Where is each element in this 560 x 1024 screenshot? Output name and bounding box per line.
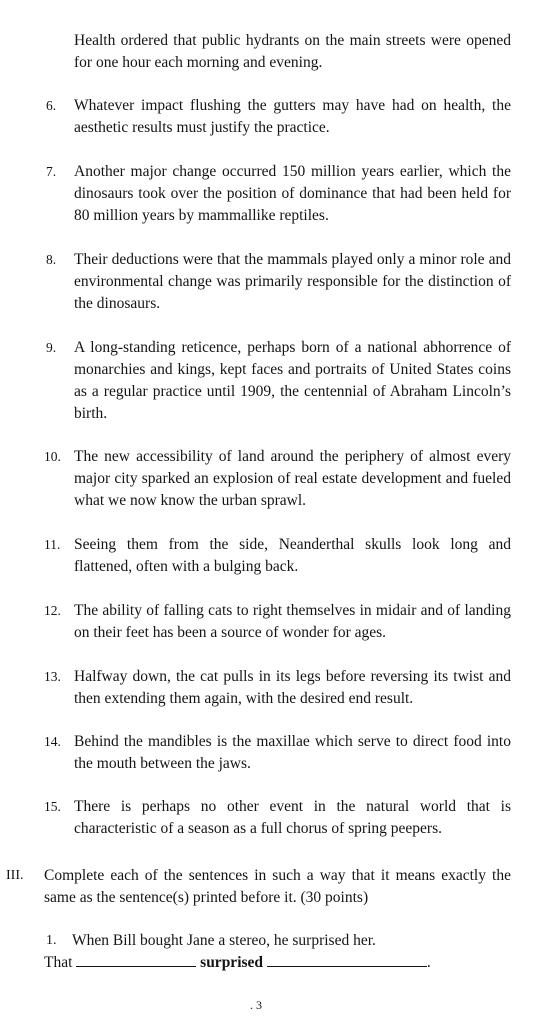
item-text: Behind the mandibles is the maxillae which serve to direct food into the mouth between the jaws. [74, 733, 511, 772]
item-number: 9. [46, 340, 57, 355]
item-number: 13. [44, 669, 61, 684]
item-number: 6. [46, 98, 57, 113]
answer-line [44, 952, 431, 974]
answer-end-punctuation: . [426, 954, 431, 971]
item-text: Halfway down, the cat pulls in its legs before reversing its twist and then extending them again, with the desired end result. [74, 668, 511, 707]
item-number: 15. [44, 799, 61, 814]
answer-keyword: surprised [200, 954, 264, 971]
item-number: 10. [44, 449, 61, 464]
exercise-number: 1. [46, 933, 57, 948]
continuation-text: Health ordered that public hydrants on the main streets were opened for one hour each morning and evening. [74, 32, 511, 71]
item-text: Their deductions were that the mammals played only a minor role and environmental change was primarily responsible for the distinction of the dinosaurs. [74, 251, 511, 312]
item-number: 11. [44, 537, 61, 552]
answer-blank-2[interactable] [267, 952, 427, 967]
section-instruction: Complete each of the sentences in such a way that it means exactly the same as the sentence(s) printed before it. (30 points) [44, 867, 511, 906]
answer-blank-1[interactable] [76, 952, 196, 967]
item-text: Whatever impact flushing the gutters may have had on health, the aesthetic results must justify the practice. [74, 97, 511, 136]
item-text: Another major change occurred 150 million years earlier, which the dinosaurs took over the position of dominance that had been held for 80 million years by mammallike reptiles. [74, 163, 511, 224]
item-number: 14. [44, 734, 61, 749]
item-text: The new accessibility of land around the periphery of almost every major city sparked an explosion of real estate development and fueled what we now know the urban sprawl. [74, 448, 511, 509]
answer-start-word: That [44, 954, 73, 971]
item-text: The ability of falling cats to right themselves in midair and of landing on their feet has been a source of wonder for ages. [74, 602, 511, 641]
item-text: There is perhaps no other event in the natural world that is characteristic of a season as a full chorus of spring peepers. [74, 798, 511, 837]
section-number: III. [6, 868, 24, 883]
exercise-sentence: When Bill bought Jane a stereo, he surprised her. [72, 932, 376, 949]
page-number: . 3 [250, 998, 262, 1012]
item-text: A long-standing reticence, perhaps born of a national abhorrence of monarchies and kings, kept faces and portraits of United States coins as a regular practice until 1909, the centennial of Abraham Lincoln’s birth. [74, 339, 511, 422]
item-number: 8. [46, 252, 57, 267]
item-number: 7. [46, 164, 57, 179]
item-text: Seeing them from the side, Neanderthal skulls look long and flattened, often with a bulging back. [74, 536, 511, 575]
item-number: 12. [44, 603, 61, 618]
